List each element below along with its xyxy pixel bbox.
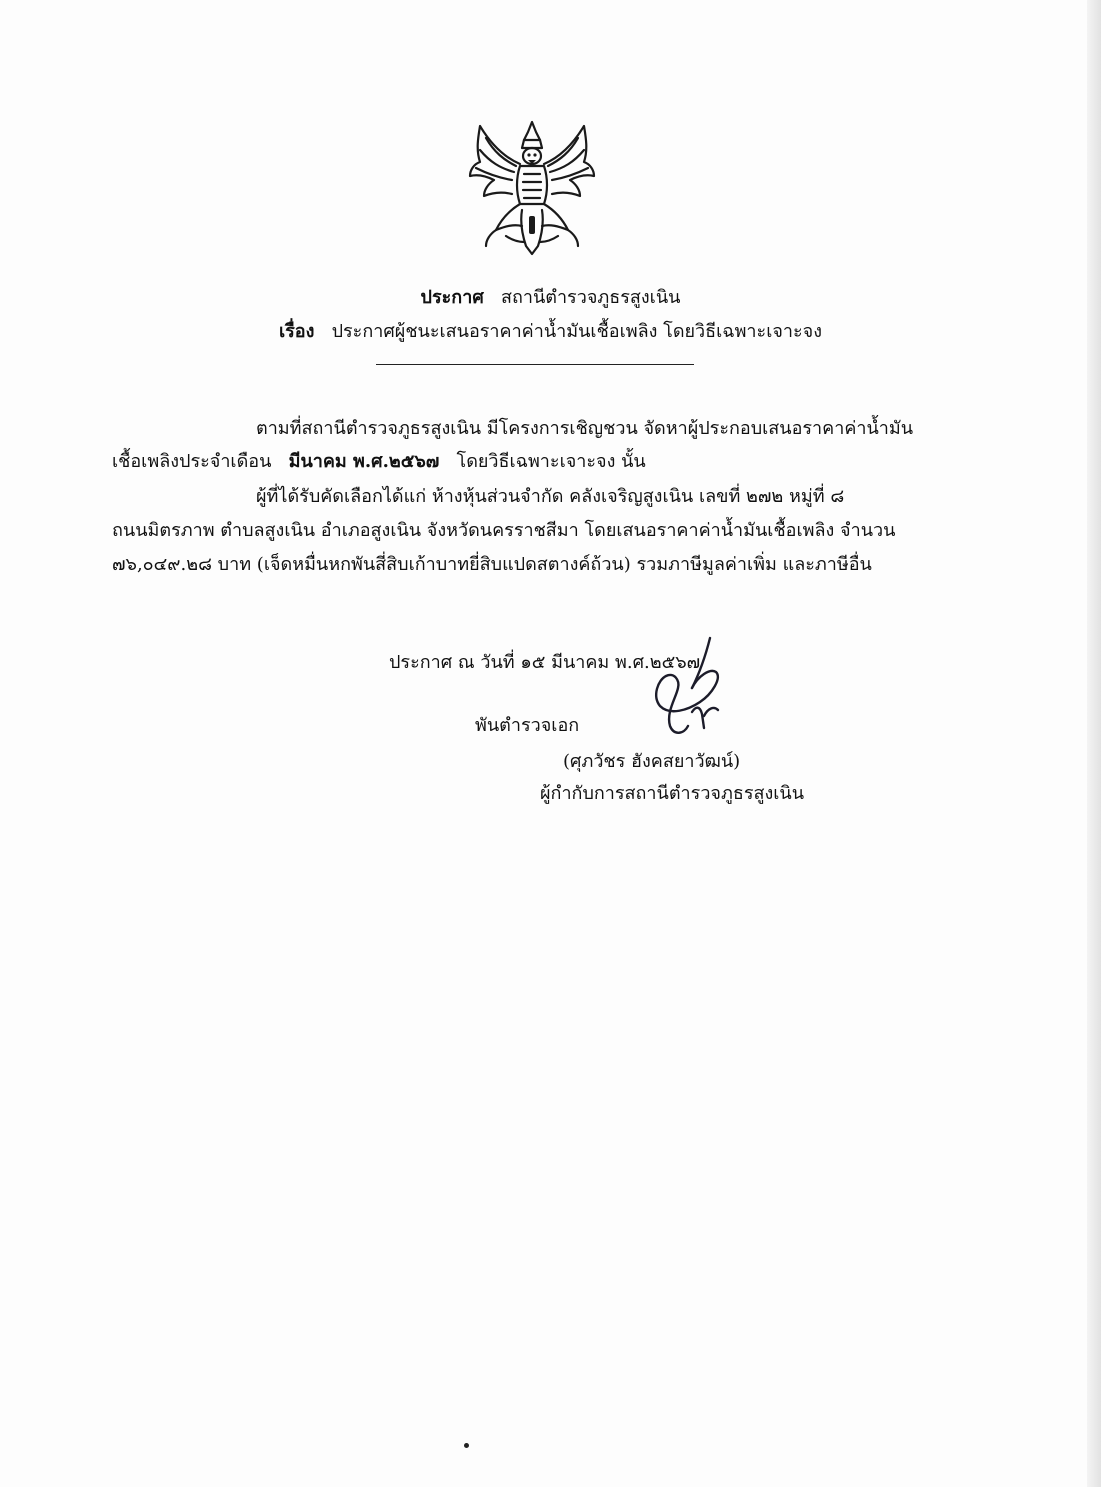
month-year-bold: มีนาคม พ.ศ.๒๕๖๗ — [288, 451, 440, 472]
page-mark-dot — [464, 1443, 469, 1448]
rank-label: พันตำรวจเอก — [475, 715, 580, 736]
subject-label: เรื่อง — [278, 321, 315, 342]
date-line: ประกาศ ณ วันที่ ๑๕ มีนาคม พ.ศ.๒๕๖๗ — [389, 652, 701, 673]
handwritten-signature-icon — [640, 636, 750, 766]
announcement-heading — [0, 282, 1101, 311]
signatory-position: ผู้กำกับการสถานีตำรวจภูธรสูงเนิน — [540, 783, 805, 804]
header-divider — [376, 364, 694, 365]
paragraph-1-line-2-b: โดยวิธีเฉพาะเจาะจง นั้น — [456, 451, 646, 472]
subject-heading — [0, 316, 1101, 345]
paragraph-2-line-2: ถนนมิตรภาพ ตำบลสูงเนิน อำเภอสูงเนิน จังหวัดนครราชสีมา โดยเสนอราคาค่าน้ำมันเชื้อเพลิง จำนวน — [112, 520, 896, 541]
paragraph-2-line-1: ผู้ที่ได้รับคัดเลือกได้แก่ ห้างหุ้นส่วนจำกัด คลังเจริญสูงเนิน เลขที่ ๒๗๒ หมู่ที่ ๘ — [256, 486, 845, 507]
signatory-name: (ศุภวัชร ฮังคสยาวัฒน์) — [563, 751, 741, 772]
page-edge-shadow — [1087, 0, 1101, 1487]
paragraph-2-line-3: ๗๖,๐๔๙.๒๘ บาท (เจ็ดหมื่นหกพันสี่สิบเก้าบาทยี่สิบแปดสตางค์ถ้วน) รวมภาษีมูลค่าเพิ่ม และภาษีอื่น — [112, 554, 872, 575]
announce-label: ประกาศ — [420, 287, 484, 308]
garuda-emblem-icon — [466, 118, 598, 256]
subject-text: ประกาศผู้ชนะเสนอราคาค่าน้ำมันเชื้อเพลิง โดยวิธีเฉพาะเจาะจง — [331, 321, 823, 342]
paragraph-1-line-2 — [112, 446, 646, 475]
paragraph-1-line-2-a: เชื้อเพลิงประจำเดือน — [112, 451, 272, 472]
paragraph-1-line-1: ตามที่สถานีตำรวจภูธรสูงเนิน มีโครงการเชิญชวน จัดหาผู้ประกอบเสนอราคาค่าน้ำมัน — [256, 418, 914, 439]
announce-org: สถานีตำรวจภูธรสูงเนิน — [500, 287, 681, 308]
